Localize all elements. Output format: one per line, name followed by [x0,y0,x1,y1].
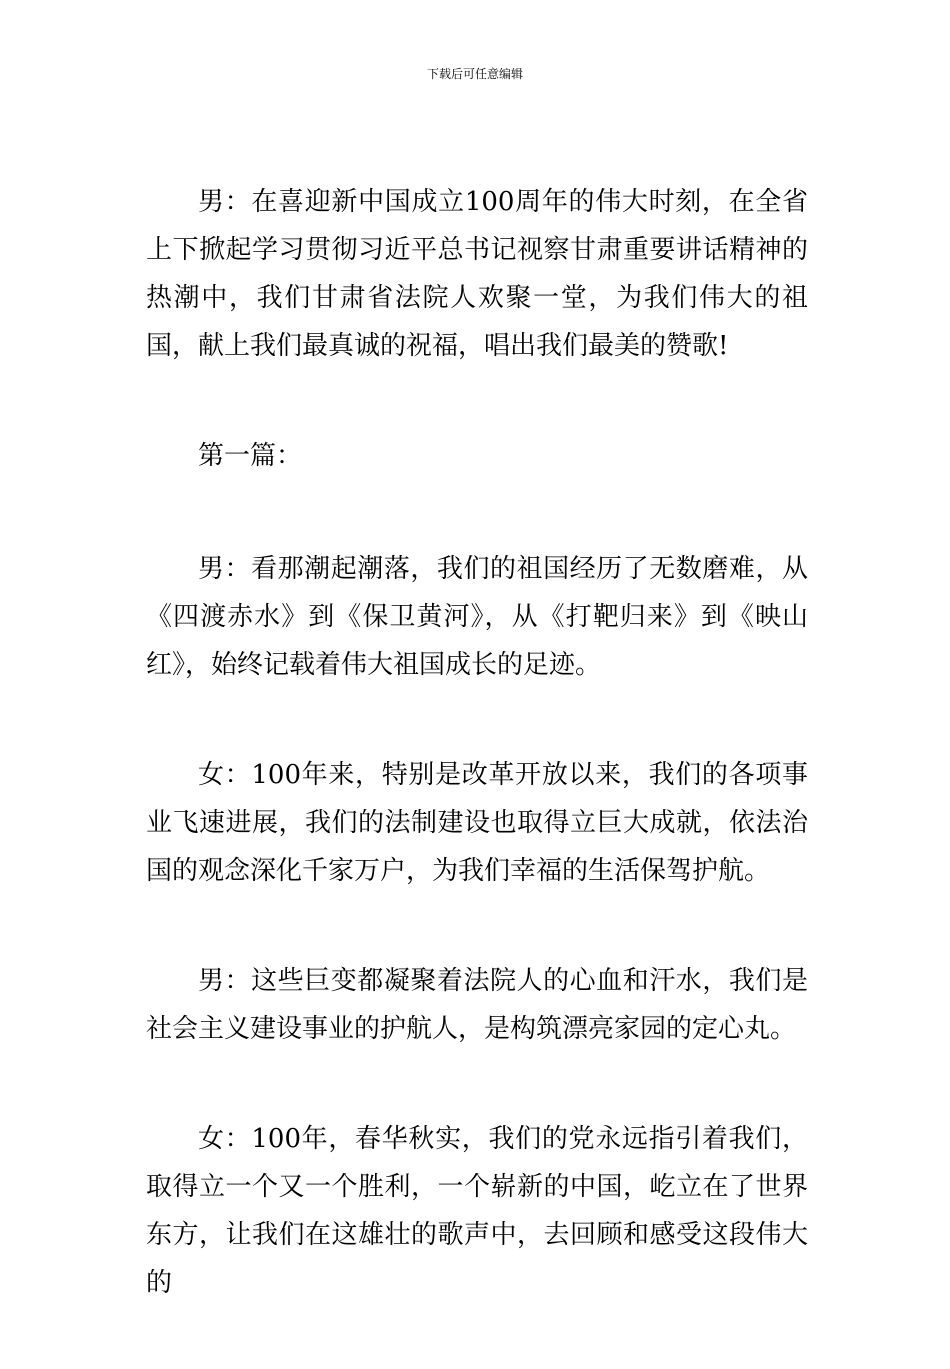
document-body [146,178,808,1369]
page-header: 下载后可任意编辑 [426,67,523,81]
paragraph-male-1: 男：看那潮起潮落，我们的祖国经历了无数磨难，从《四渡赤水》到《保卫黄河》，从《打靶归来》到《映山红》，始终记载着伟大祖国成长的足迹。 [146,554,808,680]
paragraph-opening: 男：在喜迎新中国成立100周年的伟大时刻，在全省上下掀起学习贯彻习近平总书记视察甘肃重要讲话精神的热潮中，我们甘肃省法院人欢聚一堂，为我们伟大的祖国，献上我们最真诚的祝福，唱出我们最美的赞歌! [146,187,808,361]
paragraph-male-2: 男：这些巨变都凝聚着法院人的心血和汗水，我们是社会主义建设事业的护航人，是构筑漂亮家园的定心丸。 [146,966,808,1044]
paragraph-female-1: 女：100年来，特别是改革开放以来，我们的各项事业飞速进展，我们的法制建设也取得立巨大成就，依法治国的观念深化千家万户，为我们幸福的生活保驾护航。 [146,760,808,886]
paragraph-female-2: 女：100年，春华秋实，我们的党永远指引着我们，取得立一个又一个胜利，一个崭新的中国，屹立在了世界东方，让我们在这雄壮的歌声中，去回顾和感受这段伟大的 [146,1124,808,1298]
section-heading: 第一篇： [198,441,303,471]
